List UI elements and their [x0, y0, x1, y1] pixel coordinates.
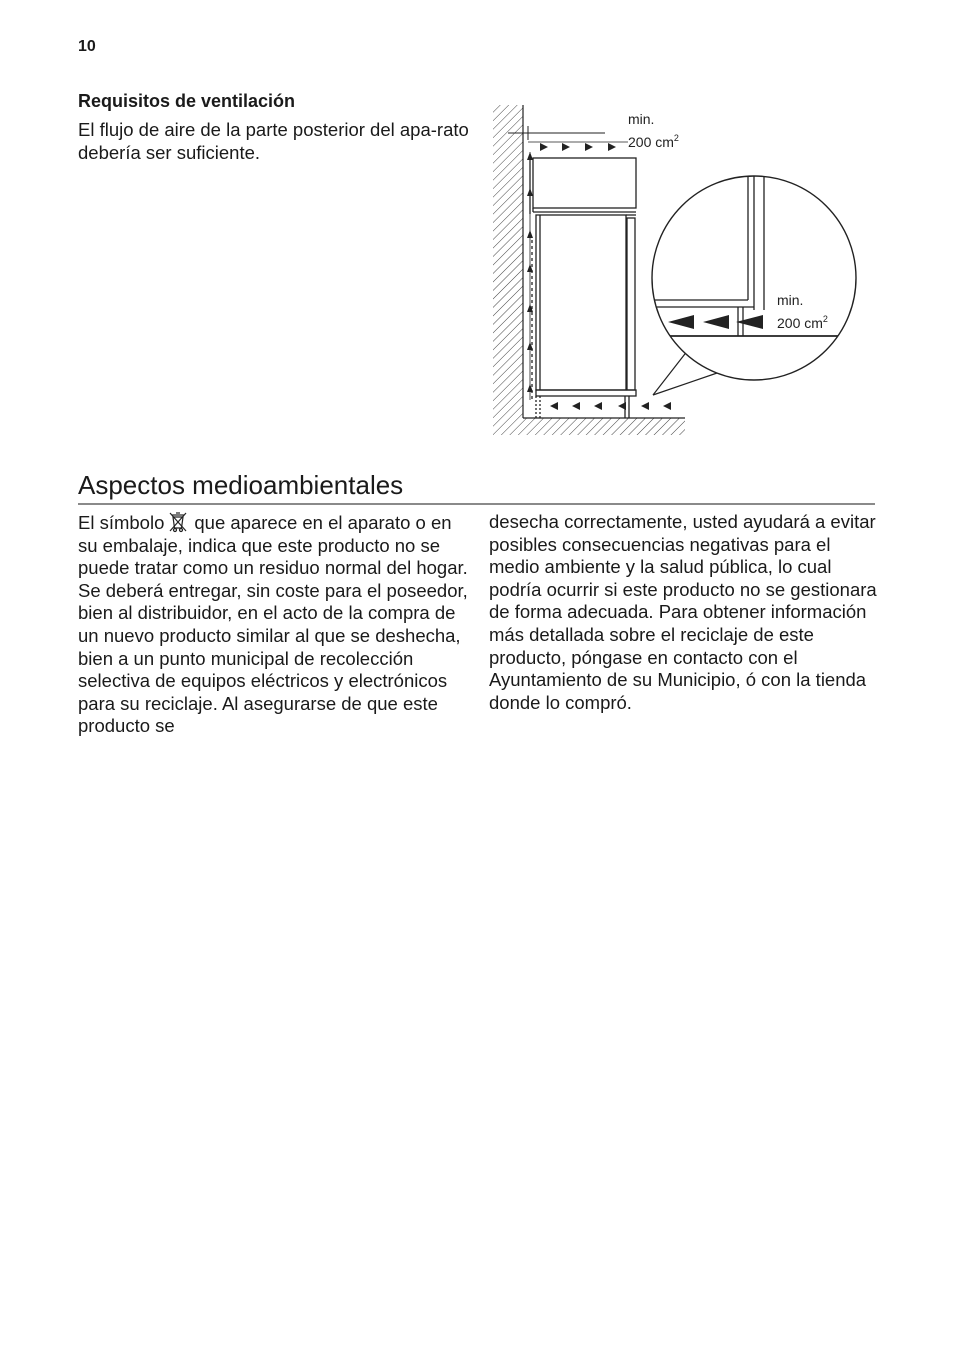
- ventilation-heading: Requisitos de ventilación: [78, 91, 296, 111]
- bottom-airflow-arrows: [550, 402, 671, 410]
- detail-callout: [648, 170, 868, 395]
- top-vent-label-min: min.: [628, 111, 655, 127]
- top-vent-dimension: [508, 126, 628, 142]
- top-vent-label-area: 200 $cm^2$: [628, 133, 679, 150]
- ventilation-diagram: [488, 100, 868, 440]
- section-divider: [78, 503, 875, 505]
- bottom-vent-label-area: 200 $cm^2$: [777, 314, 828, 331]
- crossed-out-wheelie-bin-icon: [168, 511, 188, 533]
- symbol-prefix: El símbolo: [78, 512, 165, 533]
- appliance-body: [532, 215, 636, 418]
- top-airflow-arrows: [540, 143, 616, 151]
- environment-section-title: Aspectos medioambientales: [78, 470, 404, 500]
- ventilation-text: El flujo de aire de la parte posterior del apa-rato debería ser suficiente.: [78, 119, 469, 163]
- environment-left-body: que aparece en el aparato o en su embalaje, indica que este producto no se puede tratar como un residuo normal del hogar. Se deberá entregar, sin coste para el poseedor, bien al distribuidor, en el acto de la compra de un nuevo producto similar al que se deshecha, bien a un punto municipal de recolección selectiva de equipos eléctricos y electrónicos para su reciclaje. Al asegurarse de que este producto se: [78, 512, 468, 737]
- environment-text-right: desecha correctamente, usted ayudará a evitar posibles consecuencias negativas para el medio ambiente y la salud pública, lo cual podría ocurrir si este producto no se gestionara de forma adecuada. Para obtener información más detallada sobre el reciclaje de este producto, póngase en contacto con el Ayuntamiento de su Municipio, ó con la tienda donde lo compró.: [489, 511, 877, 713]
- upper-cabinet: [530, 156, 636, 214]
- environment-text-left: [78, 511, 470, 738]
- page-number: 10: [78, 38, 96, 55]
- bottom-vent-label-min: min.: [777, 292, 804, 308]
